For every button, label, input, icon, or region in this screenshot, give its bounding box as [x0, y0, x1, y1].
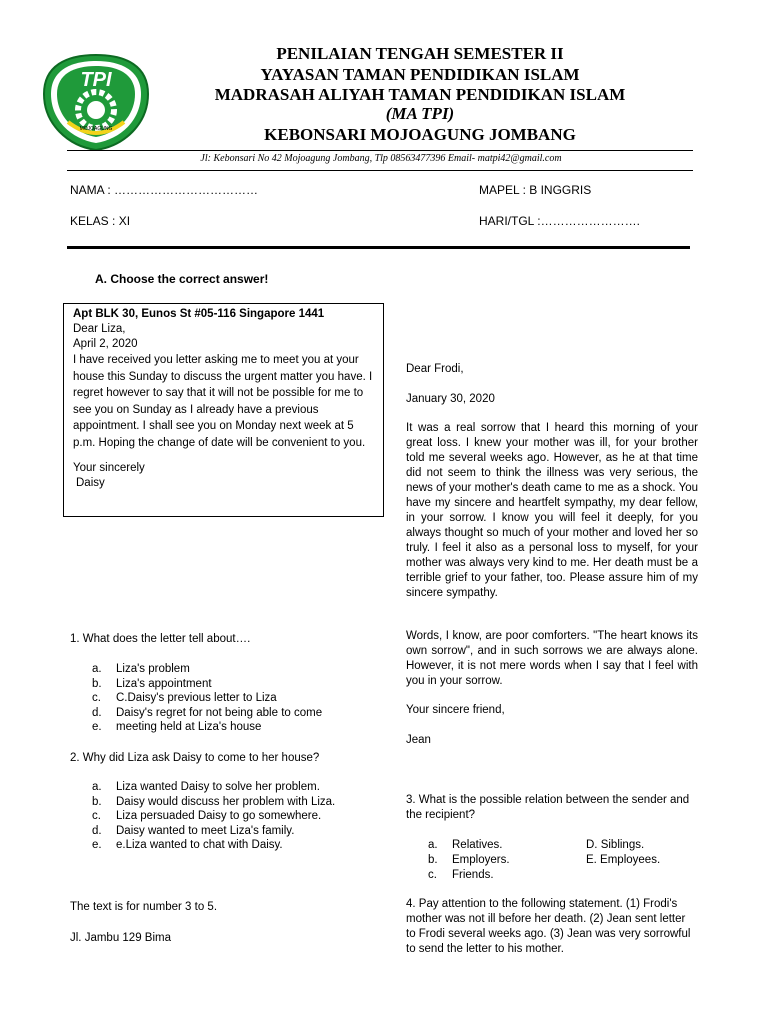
option-key: a. — [428, 839, 438, 851]
list-item[interactable]: d. Daisy wanted to meet Liza's family. — [92, 824, 295, 837]
question-4: 4. Pay attention to the following statement. (1) Frodi's mother was not ill before her death. (2) Jean sent letter to Frodi several weeks ago. (3) Jean was very sorrowful to send the letter to his mother. — [406, 898, 691, 955]
question-3: 3. What is the possible relation between the sender and the recipient? — [406, 794, 690, 821]
mapel-field: MAPEL : B INGGRIS — [479, 183, 592, 197]
question-1: 1. What does the letter tell about…. — [70, 633, 251, 645]
question-2-options — [70, 780, 390, 853]
list-item[interactable]: e. e.Liza wanted to chat with Daisy. — [92, 839, 283, 852]
text-note: The text is for number 3 to 5. — [70, 901, 218, 913]
option-e[interactable]: E. Employees. — [586, 854, 661, 866]
list-item[interactable]: a. Liza's problem — [92, 663, 190, 675]
svg-text:MOJOAGUNG: MOJOAGUNG — [79, 126, 113, 132]
list-item[interactable]: a. Liza wanted Daisy to solve her problem. — [92, 781, 320, 793]
letter1-body: I have received you letter asking me to meet you at your house this Sunday to discuss the urgent matter you have. I regret however to say that it will not be possible for me to see you on Sunday as I already have a previous appointment. I shall see you on Monday next week at 5 p.m. Hoping the change of date will be convenient to you. — [73, 354, 373, 449]
letter1-greeting: Dear Liza, — [73, 323, 126, 335]
header-line-1: PENILAIAN TENGAH SEMESTER II — [276, 44, 564, 63]
letter2-paragraph-1: It was a real sorrow that I heard this morning of your great loss. I knew your mother was ill, for your brother told me several weeks ago. However, as he at that time did not seem to think the illness was very serious, the news of your mother's death came to me as a shock. You have my sincere and heartfelt sympathy, my dear fellow, in your sorrow. I know you will feel it deeply, for you always thought so much of your mother and loved her so truly. I feel it also as a personal loss to myself, for your mother was always very kind to me. Her death must be a terrible grief to your father, too. Please assure him of my sincere sympathy. — [406, 422, 698, 599]
list-item[interactable]: b. Daisy would discuss her problem with Liza. — [92, 795, 336, 808]
hari-field: HARI/TGL :……………………. — [479, 214, 640, 228]
header-divider-top — [67, 150, 693, 151]
option-c[interactable]: Friends. — [452, 869, 494, 881]
letter1-signature: Daisy — [76, 477, 105, 489]
option-a[interactable]: Relatives. — [452, 839, 503, 851]
list-item[interactable]: e. meeting held at Liza's house — [92, 721, 262, 734]
list-item[interactable]: b. Liza's appointment — [92, 677, 212, 690]
header-line-4: (MA TPI) — [385, 104, 455, 123]
fields-divider — [67, 246, 690, 249]
letter2-paragraph-2: Words, I know, are poor comforters. "The heart knows its own sorrow", and in such sorrows we are always alone. However, it is not mere words when I say that I feel with you in your sorrow. — [406, 630, 698, 687]
letter1-closing: Your sincerely — [73, 462, 145, 474]
school-logo — [40, 52, 152, 152]
option-key: b. — [428, 854, 438, 866]
option-d[interactable]: D. Siblings. — [586, 839, 645, 851]
question-2: 2. Why did Liza ask Daisy to come to her house? — [70, 752, 320, 764]
list-item[interactable]: d. Daisy's regret for not being able to come — [92, 706, 323, 719]
letter1-date: April 2, 2020 — [73, 338, 138, 350]
letter2-date: January 30, 2020 — [406, 393, 495, 405]
letter2-signature: Jean — [406, 734, 431, 746]
header-divider-bottom — [67, 170, 693, 171]
header-address: Jl: Kebonsari No 42 Mojoagung Jombang, Tlp 08563477396 Email- matpi42@gmail.com — [200, 153, 562, 164]
header-line-2: YAYASAN TAMAN PENDIDIKAN ISLAM — [260, 65, 580, 84]
question-1-options — [70, 662, 390, 735]
kelas-field: KELAS : XI — [70, 214, 131, 228]
option-key: c. — [428, 869, 437, 881]
letter-box-1 — [63, 303, 384, 517]
nama-field: NAMA : ……………………………… — [70, 183, 259, 197]
header-line-3: MADRASAH ALIYAH TAMAN PENDIDIKAN ISLAM — [214, 85, 626, 104]
question-3-options — [406, 838, 686, 883]
address-jambu: Jl. Jambu 129 Bima — [70, 932, 171, 944]
section-a-title: A. Choose the correct answer! — [95, 272, 269, 286]
letter1-address: Apt BLK 30, Eunos St #05-116 Singapore 1441 — [73, 308, 325, 320]
letter2-greeting: Dear Frodi, — [406, 363, 464, 375]
logo-text: TPI — [80, 69, 112, 91]
list-item[interactable]: c. C.Daisy's previous letter to Liza — [92, 692, 277, 705]
option-b[interactable]: Employers. — [452, 854, 510, 866]
list-item[interactable]: c. Liza persuaded Daisy to go somewhere. — [92, 810, 322, 823]
letter2-closing: Your sincere friend, — [406, 704, 505, 716]
header-line-5: KEBONSARI MOJOAGUNG JOMBANG — [264, 125, 576, 144]
